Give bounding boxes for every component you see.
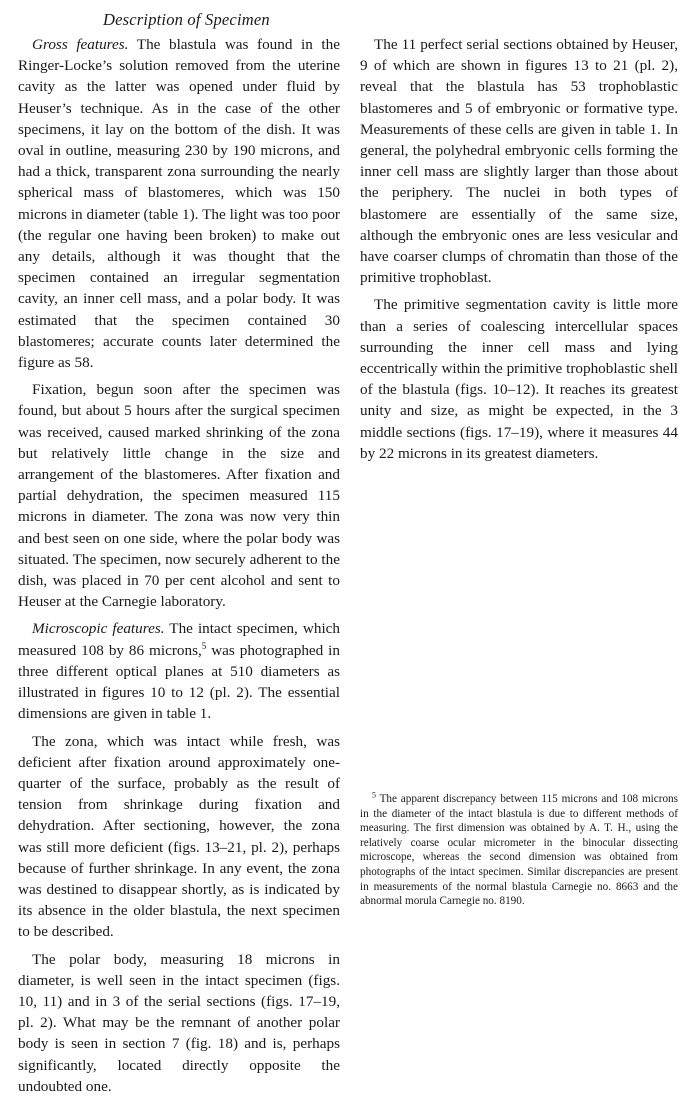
subhead-microscopic-features: Microscopic features. <box>32 620 165 638</box>
left-column <box>18 34 340 1097</box>
footnote <box>360 792 678 909</box>
paragraph-serial-sections: The 11 perfect serial sections obtained by Heuser, 9 of which are shown in figures 13 to 21 (pl. 2), reveal that the blastula has 53 trophoblastic blastomeres and 5 of embryonic or formative type. Measurements of these cells are given in table 1. In general, the polyhedral embryonic cells forming the inner cell mass are slightly larger than those about the periphery. The nuclei in both types of blastomere are essentially of the same size, although the embryonic ones are less vesicular and have coarser clumps of chromatin than those of the primitive trophoblast. <box>360 36 678 287</box>
paragraph-text: was photographed in three different optical planes at 510 diameters as illustrated in figures 10 to 12 (pl. 2). The essential dimensions are given in table 1. <box>18 641 340 723</box>
paragraph-gross-features <box>18 34 340 373</box>
paragraph-text: The blastula was found in the Ringer-Locke’s solution removed from the uterine cavity as the latter was opened under fluid by Heuser’s technique. As in the case of the other specimens, it lay on the bottom of the dish. It was oval in outline, measuring 230 by 190 microns, and had a thick, transparent zona surrounding the nearly spherical mass of blastomeres, which was 150 microns in diameter (table 1). The light was too poor (the regular one having been broken) to make out any details, although it was thought that the specimen contained an irregular segmentation cavity, an inner cell mass, and a polar body. It was estimated that the specimen contained 30 blastomeres; accurate counts later determined the figure as 58. <box>18 36 340 372</box>
section-heading: Description of Specimen <box>103 10 270 29</box>
footnote-text <box>360 792 678 909</box>
right-column <box>360 34 678 464</box>
footnote-reference: 5 <box>201 640 207 651</box>
paragraph-text: The intact specimen, which measured 108 by 86 microns, <box>18 620 340 659</box>
paragraph-microscopic-features <box>18 618 340 724</box>
paragraph-polar-body: The polar body, measuring 18 microns in diameter, is well seen in the intact specimen (figs. 10, 11) and in 3 of the serial sections (figs. 17–19, pl. 2). What may be the remnant of another polar body is seen in section 7 (fig. 18) and is, perhaps significantly, located directly opposite the undoubted one. <box>18 950 340 1095</box>
footnote-body: The apparent discrepancy between 115 microns and 108 microns in the diameter of the intact blastula is due to different methods of measuring. The first dimension was obtained by A. T. H., using the relatively coarse ocular micrometer in the binocular dissecting microscope, whereas the second dimension was obtained from photographs of the intact specimen. Similar discrepancies are present in measurements of the normal blastula Carnegie no. 8663 and the abnormal morula Carnegie no. 8190. <box>360 793 678 908</box>
subhead-gross-features: Gross features. <box>32 36 129 53</box>
paragraph-segmentation-cavity: The primitive segmentation cavity is little more than a series of coalescing intercellular spaces surrounding the inner cell mass and lying eccentrically within the primitive trophoblastic shell of the blastula (figs. 10–12). It reaches its greatest unity and size, as might be expected, in the 3 middle sections (figs. 17–19), where it measures 44 by 22 microns in its greatest diameters. <box>360 296 678 462</box>
paragraph-zona: The zona, which was intact while fresh, was deficient after fixation around approximately one-quarter of the surface, probably as the result of tension from shrinkage during fixation and dehydration. After sectioning, however, the zona was still more deficient (figs. 13–21, pl. 2), perhaps because of further shrinkage. In any event, the zona was destined to disappear shortly, as is indicated by its absence in the older blastula, the next specimen to be described. <box>18 732 340 941</box>
footnote-mark: 5 <box>372 790 376 800</box>
paragraph-fixation: Fixation, begun soon after the specimen was found, but about 5 hours after the surgical specimen was received, caused marked shrinking of the zona but relatively little change in the size and arrangement of the blastomeres. After fixation and partial dehydration, the specimen measured 115 microns in diameter. The zona was now very thin and best seen on one side, where the polar body was situated. The specimen, now securely adherent to the dish, was placed in 70 per cent alcohol and sent to Heuser at the Carnegie laboratory. <box>18 381 340 611</box>
